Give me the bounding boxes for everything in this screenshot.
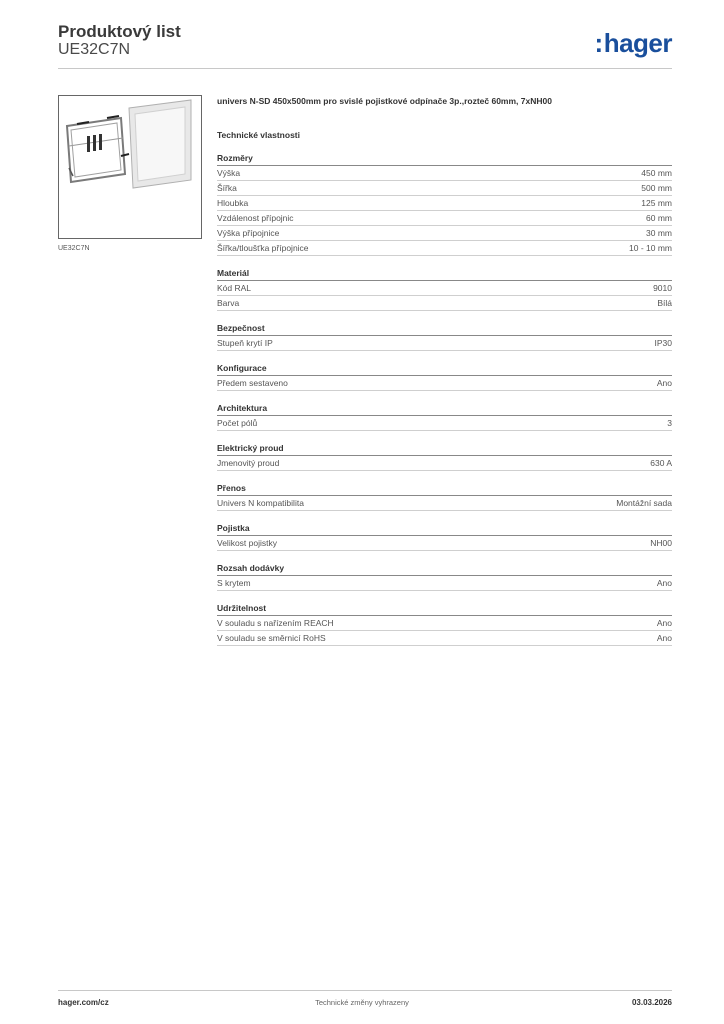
spec-section: [217, 361, 672, 391]
spec-row: [217, 181, 672, 196]
spec-label: Univers N kompatibilita: [217, 498, 304, 508]
spec-value: 500 mm: [641, 183, 672, 193]
spec-value: IP30: [654, 338, 672, 348]
hager-logo: [595, 28, 672, 59]
spec-value: 9010: [653, 283, 672, 293]
footer-notice: Technické změny vyhrazeny: [315, 998, 409, 1007]
spec-value: NH00: [650, 538, 672, 548]
spec-value: 125 mm: [641, 198, 672, 208]
product-photo-icon: [59, 96, 201, 238]
spec-section: [217, 521, 672, 551]
spec-label: Výška přípojnice: [217, 228, 280, 238]
spec-value: 60 mm: [646, 213, 672, 223]
spec-row: [217, 241, 672, 256]
header-divider: [58, 68, 672, 69]
spec-row: [217, 616, 672, 631]
spec-label: Kód RAL: [217, 283, 252, 293]
product-image: [58, 95, 202, 239]
spec-label: Šířka: [217, 183, 237, 193]
spec-row: [217, 536, 672, 551]
spec-section: [217, 561, 672, 591]
document-title: Produktový list: [58, 22, 181, 41]
product-description: univers N-SD 450x500mm pro svislé pojistkové odpínače 3p.,rozteč 60mm, 7xNH00: [217, 96, 552, 106]
logo-text: hager: [603, 28, 672, 58]
spec-row: [217, 296, 672, 311]
spec-value: Ano: [656, 378, 672, 388]
spec-section: [217, 151, 672, 256]
spec-row: [217, 576, 672, 591]
spec-label: Vzdálenost přípojnic: [217, 213, 294, 223]
page-header: [58, 20, 672, 68]
spec-label: S krytem: [217, 578, 251, 588]
spec-row: [217, 631, 672, 646]
section-title: Přenos: [217, 481, 672, 496]
spec-label: Stupeň krytí IP: [217, 338, 273, 348]
spec-value: Ano: [656, 633, 672, 643]
section-title: Architektura: [217, 401, 672, 416]
section-title: Bezpečnost: [217, 321, 672, 336]
spec-value: Ano: [656, 578, 672, 588]
section-title: Rozměry: [217, 151, 672, 166]
spec-row: [217, 376, 672, 391]
logo-mark-icon: :: [594, 28, 603, 58]
spec-value: 3: [667, 418, 672, 428]
spec-row: [217, 211, 672, 226]
spec-value: Montážní sada: [616, 498, 672, 508]
spec-row: [217, 456, 672, 471]
spec-label: Jmenovitý proud: [217, 458, 280, 468]
section-title: Materiál: [217, 266, 672, 281]
spec-section: [217, 266, 672, 311]
spec-value: Ano: [656, 618, 672, 628]
spec-section: [217, 481, 672, 511]
spec-value: Bílá: [657, 298, 672, 308]
spec-label: Barva: [217, 298, 240, 308]
tech-heading: Technické vlastnosti: [217, 130, 300, 140]
spec-value: 30 mm: [646, 228, 672, 238]
spec-row: [217, 226, 672, 241]
footer-divider: [58, 990, 672, 991]
spec-row: [217, 336, 672, 351]
spec-label: Velikost pojistky: [217, 538, 277, 548]
image-caption: UE32C7N: [58, 245, 90, 252]
product-code: UE32C7N: [58, 41, 131, 58]
spec-section: [217, 321, 672, 351]
spec-label: Hloubka: [217, 198, 249, 208]
spec-row: [217, 281, 672, 296]
spec-row: [217, 166, 672, 181]
section-title: Pojistka: [217, 521, 672, 536]
section-title: Udržitelnost: [217, 601, 672, 616]
spec-section: [217, 401, 672, 431]
section-title: Konfigurace: [217, 361, 672, 376]
spec-row: [217, 496, 672, 511]
spec-label: Šířka/tloušťka přípojnice: [217, 243, 309, 253]
spec-row: [217, 416, 672, 431]
footer-website: hager.com/cz: [58, 998, 109, 1007]
section-title: Elektrický proud: [217, 441, 672, 456]
spec-label: V souladu s nařízením REACH: [217, 618, 334, 628]
spec-sections: [217, 151, 672, 646]
spec-value: 630 A: [650, 458, 672, 468]
section-title: Rozsah dodávky: [217, 561, 672, 576]
spec-value: 450 mm: [641, 168, 672, 178]
spec-label: Předem sestaveno: [217, 378, 288, 388]
spec-value: 10 - 10 mm: [629, 243, 672, 253]
spec-row: [217, 196, 672, 211]
spec-label: V souladu se směrnicí RoHS: [217, 633, 326, 643]
spec-content: [217, 95, 672, 656]
spec-section: [217, 441, 672, 471]
spec-section: [217, 601, 672, 646]
spec-label: Počet pólů: [217, 418, 258, 428]
footer-date: 03.03.2026: [631, 998, 672, 1007]
spec-label: Výška: [217, 168, 241, 178]
